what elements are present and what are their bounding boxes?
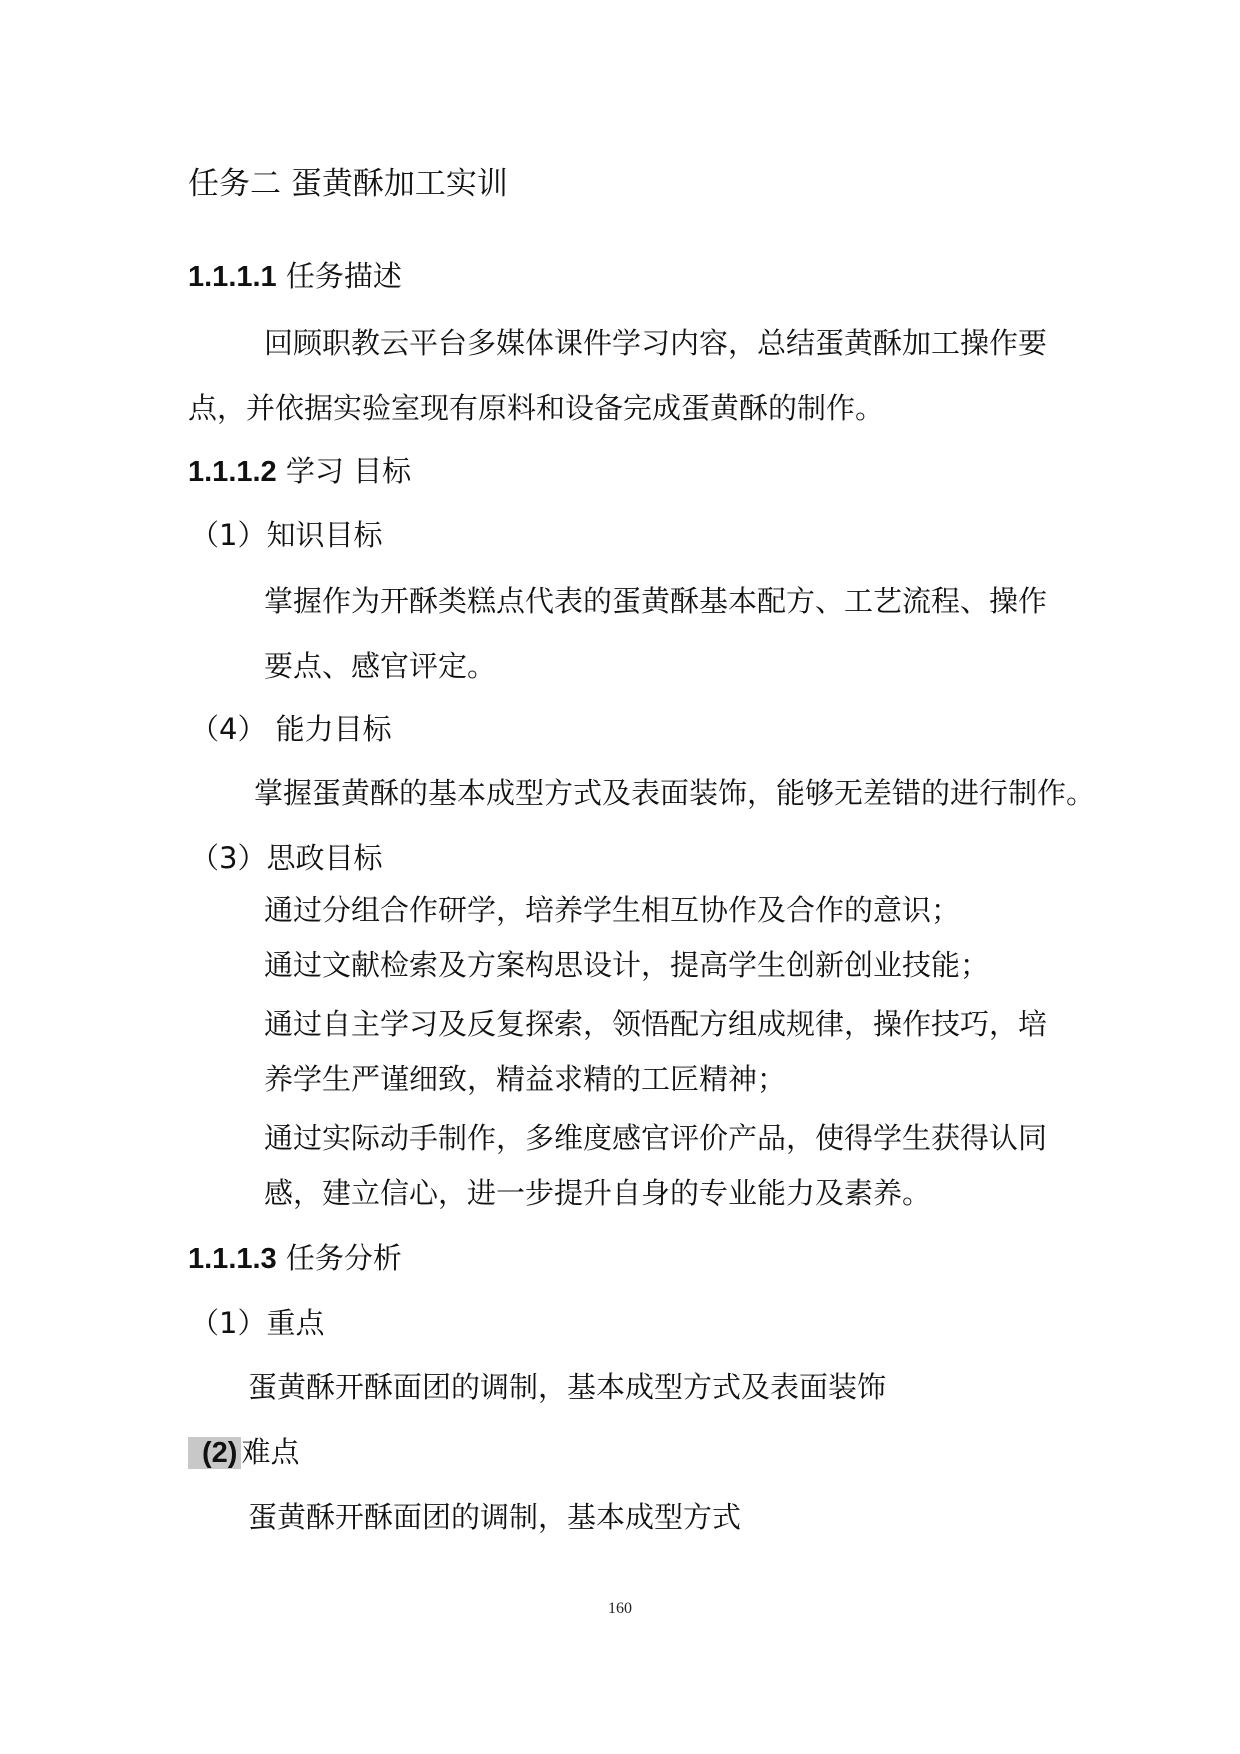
task-description-line-1: 回顾职教云平台多媒体课件学习内容，总结蛋黄酥加工操作要 <box>264 326 1048 360</box>
ideology-goal-label: （3）思政目标 <box>190 841 383 875</box>
section-number: 1.1.1.2 <box>188 456 277 488</box>
difficulty-label-text: 难点 <box>241 1435 300 1469</box>
ideology-goal-line-2: 通过文献检索及方案构思设计，提高学生创新创业技能； <box>264 948 990 982</box>
page-number: 160 <box>608 1600 632 1617</box>
task-description-line-2: 点，并依据实验室现有原料和设备完成蛋黄酥的制作。 <box>188 391 885 425</box>
difficulty-text: 蛋黄酥开酥面团的调制，基本成型方式 <box>248 1500 742 1534</box>
section-heading-task-analysis <box>188 1240 402 1277</box>
section-heading-task-description <box>188 258 402 295</box>
ideology-goal-line-4: 养学生严谨细致，精益求精的工匠精神； <box>264 1062 787 1096</box>
section-title: 学习 目标 <box>285 454 412 488</box>
ability-goal-label: （4） 能力目标 <box>190 712 392 746</box>
section-number: 1.1.1.1 <box>188 261 277 293</box>
knowledge-goal-label: （1）知识目标 <box>190 518 383 552</box>
difficulty-label <box>188 1434 299 1471</box>
ability-goal-line-1: 掌握蛋黄酥的基本成型方式及表面装饰，能够无差错的进行制作。 <box>254 776 1096 810</box>
task-title: 任务二 蛋黄酥加工实训 <box>188 166 508 202</box>
ideology-goal-line-3: 通过自主学习及反复探索，领悟配方组成规律，操作技巧，培 <box>264 1007 1048 1041</box>
section-title: 任务描述 <box>285 259 402 293</box>
section-number: 1.1.1.3 <box>188 1243 277 1275</box>
key-point-label: （1）重点 <box>190 1306 325 1340</box>
difficulty-number-highlight: (2) <box>188 1437 241 1469</box>
knowledge-goal-line-2: 要点、感官评定。 <box>264 649 497 683</box>
ideology-goal-line-5: 通过实际动手制作，多维度感官评价产品，使得学生获得认同 <box>264 1121 1048 1155</box>
section-heading-learning-goals <box>188 453 411 490</box>
knowledge-goal-line-1: 掌握作为开酥类糕点代表的蛋黄酥基本配方、工艺流程、操作 <box>264 584 1048 618</box>
ideology-goal-line-1: 通过分组合作研学，培养学生相互协作及合作的意识； <box>264 893 961 927</box>
key-point-text: 蛋黄酥开酥面团的调制，基本成型方式及表面装饰 <box>248 1370 887 1404</box>
ideology-goal-line-6: 感，建立信心，进一步提升自身的专业能力及素养。 <box>264 1176 932 1210</box>
section-title: 任务分析 <box>285 1241 402 1275</box>
